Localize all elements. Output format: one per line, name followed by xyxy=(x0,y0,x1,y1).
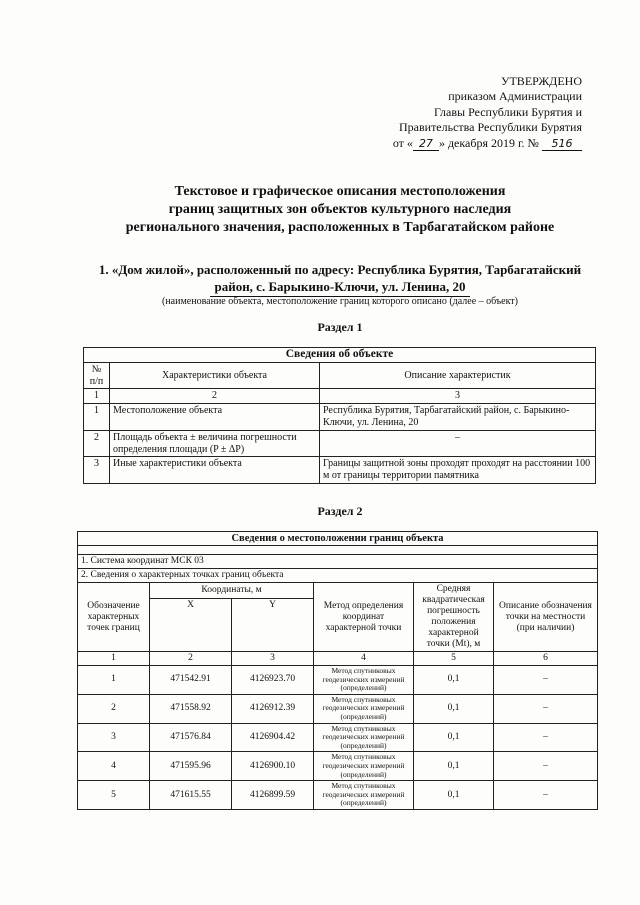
point-description: – xyxy=(494,752,598,781)
table-caption: Сведения о местоположении границ объекта xyxy=(78,532,598,546)
point-number: 3 xyxy=(78,723,150,752)
row-characteristic: Местоположение объекта xyxy=(110,404,320,431)
blank-row xyxy=(78,546,598,555)
section1-heading: Раздел 1 xyxy=(317,320,363,334)
point-description: – xyxy=(494,723,598,752)
table-row xyxy=(84,457,596,484)
row-characteristic: Иные характеристики объекта xyxy=(110,457,320,484)
column-header-method: Метод определения координат характерной точки xyxy=(314,583,414,652)
column-index: 4 xyxy=(314,652,414,666)
point-x: 471558.92 xyxy=(150,694,232,723)
object-title-line: район, с. Барыкино-Ключи, ул. Ленина, 20 xyxy=(210,279,469,298)
table-row xyxy=(78,781,598,810)
column-header-num: № п/п xyxy=(84,362,110,389)
point-method: Метод спутниковых геодезических измерений (определений) xyxy=(314,781,414,810)
column-header-coordinates: Координаты, м xyxy=(150,583,314,599)
approval-stamp xyxy=(393,74,582,151)
point-description: – xyxy=(494,666,598,695)
point-number: 4 xyxy=(78,752,150,781)
point-x: 471542.91 xyxy=(150,666,232,695)
boundary-points-table xyxy=(77,531,598,810)
point-x: 471615.55 xyxy=(150,781,232,810)
section2-heading: Раздел 2 xyxy=(317,504,363,518)
row-number: 2 xyxy=(84,430,110,457)
approval-heading: УТВЕРЖДЕНО xyxy=(500,74,582,88)
point-x: 471576.84 xyxy=(150,723,232,752)
row-number: 1 xyxy=(84,404,110,431)
column-index: 3 xyxy=(320,389,596,404)
row-description: – xyxy=(320,430,596,457)
column-index: 2 xyxy=(150,652,232,666)
approval-from: от « xyxy=(392,135,413,150)
point-number: 2 xyxy=(78,694,150,723)
table-row xyxy=(78,694,598,723)
point-error: 0,1 xyxy=(414,694,494,723)
column-index: 1 xyxy=(78,652,150,666)
point-description: – xyxy=(494,781,598,810)
approval-line: приказом Администрации xyxy=(448,89,582,104)
column-index: 1 xyxy=(84,389,110,404)
column-index: 5 xyxy=(414,652,494,666)
row-number: 3 xyxy=(84,457,110,484)
coordinate-system: 1. Система координат МСК 03 xyxy=(78,555,598,569)
column-index: 2 xyxy=(110,389,320,404)
column-header-designation: Обозначение характерных точек границ xyxy=(78,583,150,652)
title-line: регионального значения, расположенных в Тарбагатайском районе xyxy=(125,220,555,235)
point-description: – xyxy=(494,694,598,723)
point-method: Метод спутниковых геодезических измерений (определений) xyxy=(314,694,414,723)
point-y: 4126912.39 xyxy=(232,694,314,723)
table-row xyxy=(78,723,598,752)
approval-date-line xyxy=(393,136,582,151)
point-number: 1 xyxy=(78,666,150,695)
table-row xyxy=(84,430,596,457)
table-row xyxy=(78,666,598,695)
column-header-error: Средняя квадратическая погрешность положения характерной точки (Mt), м xyxy=(414,583,494,652)
point-y: 4126900.10 xyxy=(232,752,314,781)
point-x: 471595.96 xyxy=(150,752,232,781)
document-title xyxy=(80,183,600,237)
object-note: (наименование объекта, местоположение границ которого описано (далее – объект) xyxy=(161,296,519,307)
title-line: границ защитных зон объектов культурного наследия xyxy=(168,202,512,217)
point-error: 0,1 xyxy=(414,781,494,810)
points-info: 2. Сведения о характерных точках границ объекта xyxy=(78,569,598,583)
approval-month-year: » декабря 2019 г. № xyxy=(438,135,539,150)
point-y: 4126904.42 xyxy=(232,723,314,752)
column-header-description: Описание обозначения точки на местности (при наличии) xyxy=(494,583,598,652)
object-info-table xyxy=(83,347,596,484)
point-error: 0,1 xyxy=(414,752,494,781)
column-header-description: Описание характеристик xyxy=(320,362,596,389)
point-y: 4126923.70 xyxy=(232,666,314,695)
row-description: Республика Бурятия, Тарбагатайский район, с. Барыкино-Ключи, ул. Ленина, 20 xyxy=(320,404,596,431)
approval-line: Главы Республики Бурятия и xyxy=(434,104,582,119)
table-row xyxy=(78,752,598,781)
point-method: Метод спутниковых геодезических измерений (определений) xyxy=(314,723,414,752)
table-row xyxy=(84,404,596,431)
column-header-x: X xyxy=(150,599,232,652)
column-index: 6 xyxy=(494,652,598,666)
title-line: Текстовое и графическое описания местоположения xyxy=(174,184,506,199)
point-error: 0,1 xyxy=(414,723,494,752)
point-error: 0,1 xyxy=(414,666,494,695)
column-header-characteristic: Характеристики объекта xyxy=(110,362,320,389)
approval-line: Правительства Республики Бурятия xyxy=(398,120,582,135)
row-characteristic: Площадь объекта ± величина погрешности определения площади (P ± ΔP) xyxy=(110,430,320,457)
column-index: 3 xyxy=(232,652,314,666)
handwritten-day: 27 xyxy=(413,138,439,151)
object-title-line: 1. «Дом жилой», расположенный по адресу: Республика Бурятия, Тарбагатайский xyxy=(98,262,582,277)
row-description: Границы защитной зоны проходят проходят на расстоянии 100 м от границы территории памятника xyxy=(320,457,596,484)
table-caption: Сведения об объекте xyxy=(84,348,596,363)
handwritten-order-number: 516 xyxy=(542,138,582,151)
point-number: 5 xyxy=(78,781,150,810)
object-title xyxy=(80,262,600,297)
point-method: Метод спутниковых геодезических измерений (определений) xyxy=(314,752,414,781)
column-header-y: Y xyxy=(232,599,314,652)
point-y: 4126899.59 xyxy=(232,781,314,810)
point-method: Метод спутниковых геодезических измерений (определений) xyxy=(314,666,414,695)
